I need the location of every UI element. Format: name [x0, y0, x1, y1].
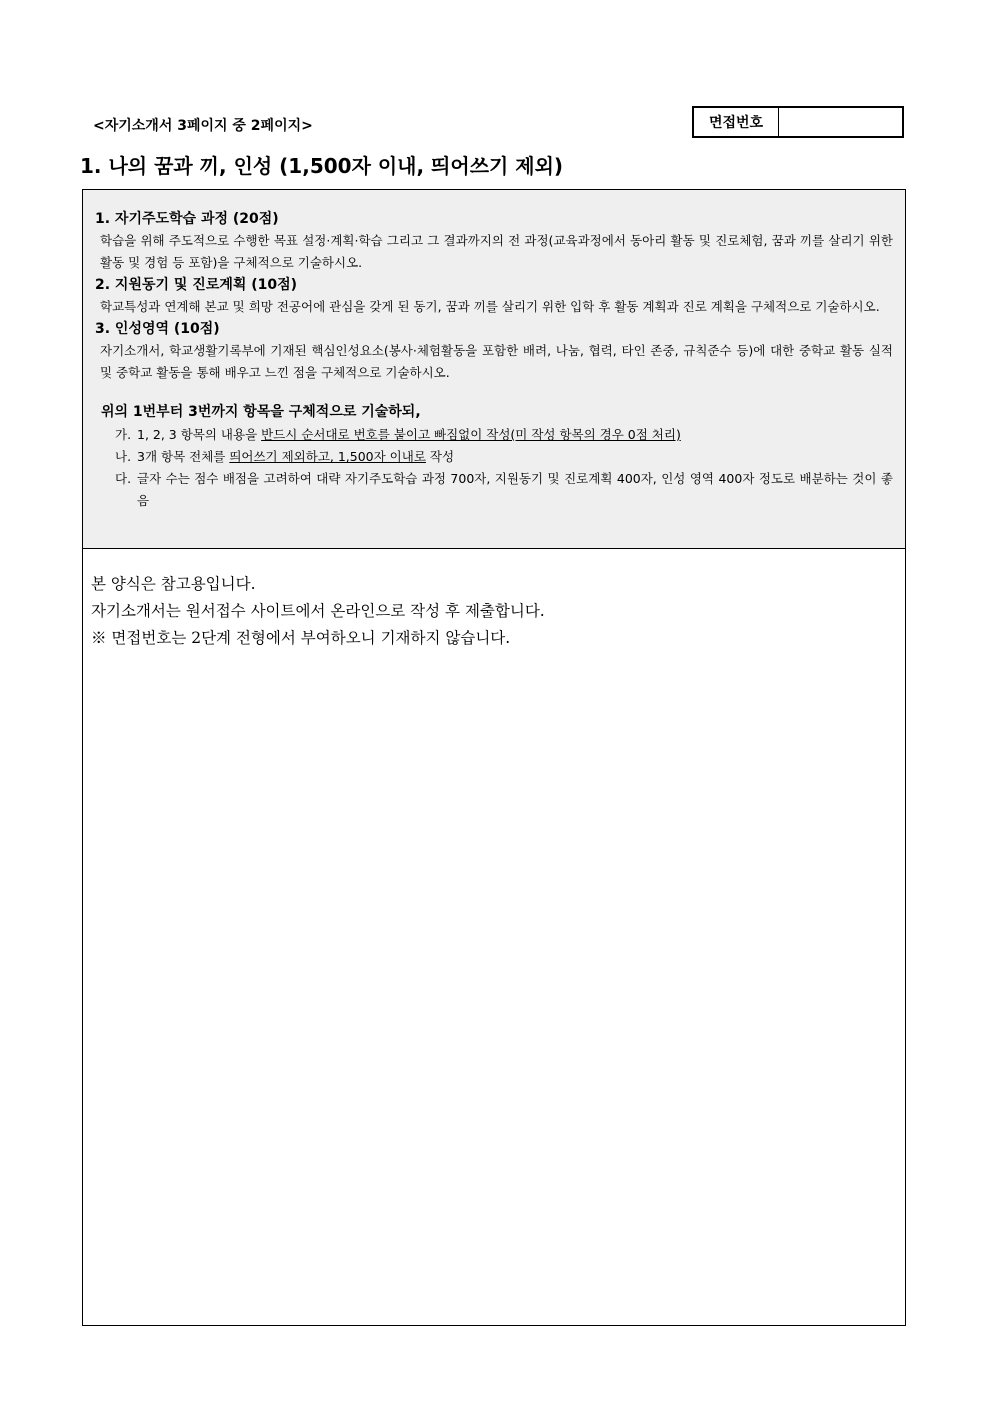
instruction-text: 1, 2, 3 항목의 내용을 반드시 순서대로 번호를 붙이고 빠짐없이 작성(미 작성 항목의 경우 0점 처리) [137, 427, 681, 442]
instruction-item [95, 468, 893, 512]
page-title: 1. 나의 꿈과 끼, 인성 (1,500자 이내, 띄어쓰기 제외) [80, 154, 564, 178]
section-self-directed-learning [95, 208, 893, 274]
section-description: 학습을 위해 주도적으로 수행한 목표 설정·계획·학습 그리고 그 결과까지의 전 과정(교육과정에서 동아리 활동 및 진로체험, 꿈과 끼를 살리기 위한 활동 및 경험 등 포함)을 구체적으로 기술하시오. [100, 233, 893, 270]
section-description: 자기소개서, 학교생활기록부에 기재된 핵심인성요소(봉사·체험활동을 포함한 배려, 나눔, 협력, 타인 존중, 규칙준수 등)에 대한 중학교 활동 실적 및 중학교 활동을 통해 배우고 느낀 점을 구체적으로 기술하시오. [100, 343, 893, 380]
instruction-item [95, 446, 893, 468]
page-indicator: <자기소개서 3페이지 중 2페이지> [93, 118, 313, 134]
essay-frame [82, 189, 906, 1326]
instructions-heading: 위의 1번부터 3번까지 항목을 구체적으로 기술하되, [101, 404, 421, 420]
section-character [95, 318, 893, 384]
instruction-text: 글자 수는 점수 배점을 고려하여 대략 자기주도학습 과정 700자, 지원동기 및 진로계획 400자, 인성 영역 400자 정도로 배분하는 것이 좋음 [137, 471, 893, 508]
instruction-item [95, 424, 893, 446]
interview-number-label: 면접번호 [694, 108, 779, 136]
section-title: 1. 자기주도학습 과정 (20점) [95, 211, 279, 227]
guide-panel [83, 190, 905, 549]
instruction-text: 3개 항목 전체를 띄어쓰기 제외하고, 1,500자 이내로 작성 [137, 449, 455, 464]
note-line: 본 양식은 참고용입니다. [91, 575, 256, 593]
essay-writing-area[interactable] [83, 549, 905, 652]
instruction-marker: 나. [115, 449, 132, 464]
interview-number-field[interactable] [779, 108, 902, 136]
interview-number-box [692, 106, 904, 138]
section-title: 2. 지원동기 및 진로계획 (10점) [95, 277, 298, 293]
note-line: ※ 면접번호는 2단계 전형에서 부여하오니 기재하지 않습니다. [91, 629, 511, 647]
note-line: 자기소개서는 원서접수 사이트에서 온라인으로 작성 후 제출합니다. [91, 602, 545, 620]
section-description: 학교특성과 연계해 본교 및 희망 전공어에 관심을 갖게 된 동기, 꿈과 끼를 살리기 위한 입학 후 활동 계획과 진로 계획을 구체적으로 기술하시오. [100, 299, 880, 314]
section-motivation-career [95, 274, 893, 318]
instruction-marker: 가. [115, 427, 132, 442]
instruction-marker: 다. [115, 471, 132, 486]
section-title: 3. 인성영역 (10점) [95, 321, 220, 337]
